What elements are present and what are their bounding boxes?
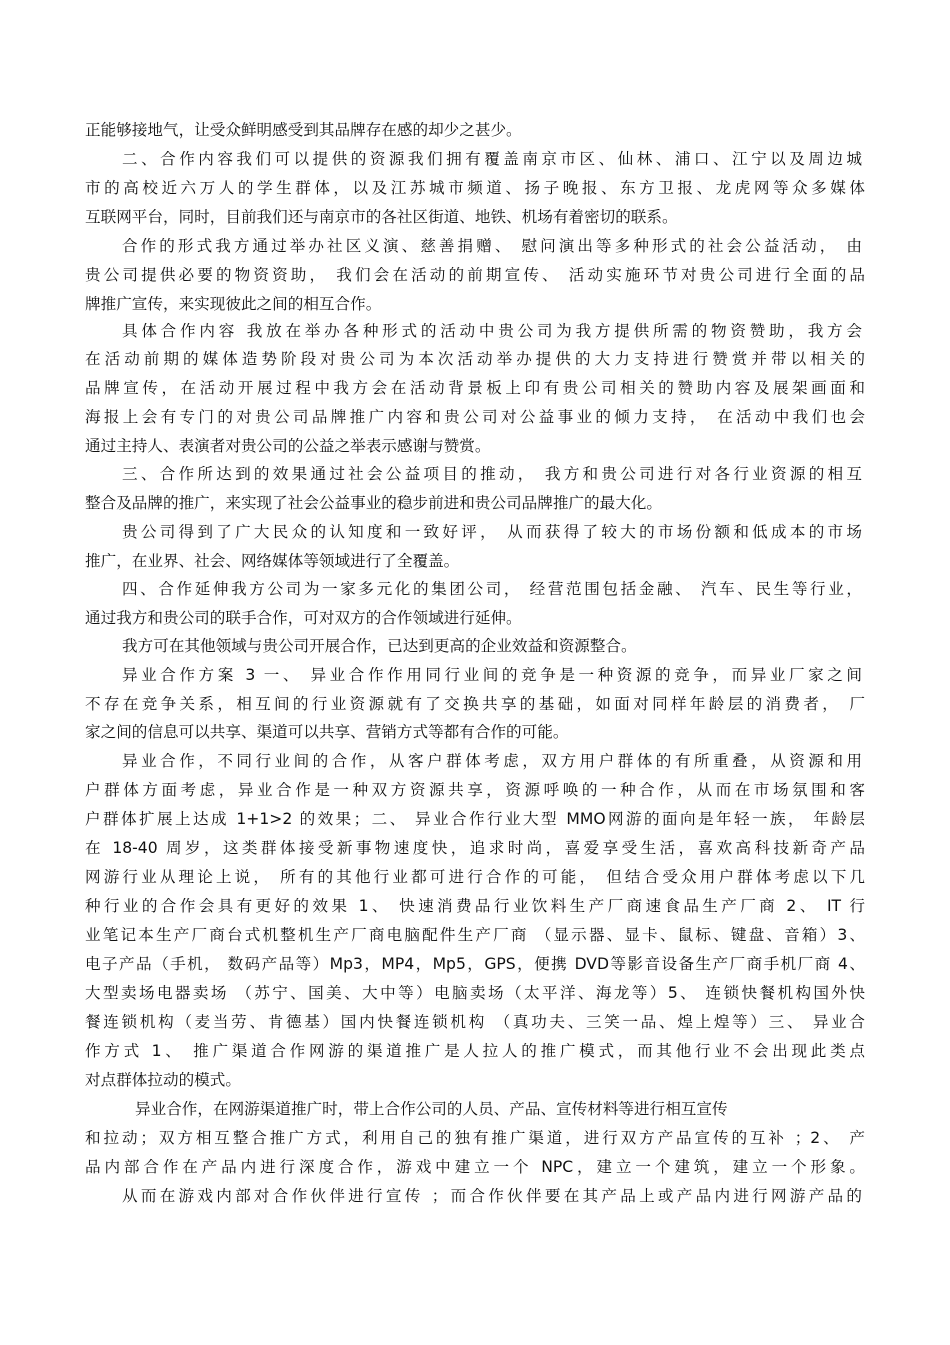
text-line: 作方式 1、 推广渠道合作网游的渠道推广是人拉人的推广模式，而其他行业不会出现此类点 [85, 1042, 865, 1060]
text-line: 通过主持人、表演者对贵公司的公益之举表示感谢与赞赏。 [85, 437, 491, 455]
text-line: 业笔记本生产厂商台式机整机生产厂商电脑配件生产厂商 （显示器、显卡、鼠标、键盘、音箱）3、 [85, 926, 865, 944]
text-line: 品内部合作在产品内进行深度合作，游戏中建立一个 NPC，建立一个建筑，建立一个形象。 [85, 1158, 865, 1176]
text-line: 户群体扩展上达成 1+1>2 的效果；二、 异业合作行业大型 MMO网游的面向是年轻一族， 年龄层 [85, 810, 865, 828]
text-line: 牌推广宣传，来实现彼此之间的相互合作。 [85, 295, 382, 313]
text-line: 具体合作内容 我放在举办各种形式的活动中贵公司为我方提供所需的物资赞助，我方会 [122, 322, 862, 340]
text-line: 不存在竞争关系，相互间的行业资源就有了交换共享的基础，如面对同样年龄层的消费者， 厂 [85, 695, 865, 713]
text-line: 四、合作延伸我方公司为一家多元化的集团公司， 经营范围包括金融、 汽车、民生等行业， [122, 580, 862, 598]
text-line: 合作的形式我方通过举办社区义演、慈善捐赠、 慰问演出等多种形式的社会公益活动， 由 [122, 237, 862, 255]
text-line: 我方可在其他领域与贵公司开展合作，已达到更高的企业效益和资源整合。 [122, 637, 637, 655]
text-line: 对点群体拉动的模式。 [85, 1071, 241, 1089]
text-line: 异业合作，在网游渠道推广时，带上合作公司的人员、产品、宣传材料等进行相互宣传 [135, 1100, 728, 1118]
text-line: 通过我方和贵公司的联手合作，可对双方的合作领域进行延伸。 [85, 609, 522, 627]
text-line: 异业合作方案 3 一、 异业合作作用同行业间的竞争是一种资源的竞争，而异业厂家之间 [122, 666, 862, 684]
text-line: 大型卖场电器卖场 （苏宁、国美、大中等）电脑卖场（太平洋、海龙等）5、 连锁快餐机构国外快 [85, 984, 865, 1002]
text-line: 互联网平台，同时，目前我们还与南京市的各社区街道、地铁、机场有着密切的联系。 [85, 208, 678, 226]
text-line: 三、合作所达到的效果通过社会公益项目的推动， 我方和贵公司进行对各行业资源的相互 [122, 465, 862, 483]
text-line: 市的高校近六万人的学生群体，以及江苏城市频道、扬子晚报、东方卫报、龙虎网等众多媒体 [85, 179, 865, 197]
text-line: 餐连锁机构（麦当劳、肯德基）国内快餐连锁机构 （真功夫、三笑一品、煌上煌等）三、 异业合 [85, 1013, 865, 1031]
text-line: 和拉动；双方相互整合推广方式，利用自己的独有推广渠道，进行双方产品宣传的互补 ；2、 产 [85, 1129, 865, 1147]
text-line: 网游行业从理论上说， 所有的其他行业都可进行合作的可能， 但结合受众用户群体考虑以下几 [85, 868, 865, 886]
text-line: 在活动前期的媒体造势阶段对贵公司为本次活动举办提供的大力支持进行赞赏并带以相关的 [85, 350, 865, 368]
text-line: 整合及品牌的推广，来实现了社会公益事业的稳步前进和贵公司品牌推广的最大化。 [85, 494, 662, 512]
text-line: 正能够接地气，让受众鲜明感受到其品牌存在感的却少之甚少。 [85, 121, 522, 139]
text-line: 电子产品（手机， 数码产品等）Mp3，MP4，Mp5，GPS，便携 DVD等影音设备生产厂商手机厂商 4、 [85, 955, 865, 973]
text-line: 异业合作，不同行业间的合作，从客户群体考虑，双方用户群体的有所重叠，从资源和用 [122, 752, 862, 770]
text-line: 二、合作内容我们可以提供的资源我们拥有覆盖南京市区、仙林、浦口、江宁以及周边城 [122, 150, 862, 168]
text-line: 户群体方面考虑，异业合作是一种双方资源共享，资源呼唤的一种合作，从而在市场氛围和客 [85, 781, 865, 799]
text-line: 海报上会有专门的对贵公司品牌推广内容和贵公司对公益事业的倾力支持， 在活动中我们也会 [85, 408, 865, 426]
text-line: 贵公司提供必要的物资资助， 我们会在活动的前期宣传、 活动实施环节对贵公司进行全面的品 [85, 266, 865, 284]
text-line: 从而在游戏内部对合作伙伴进行宣传 ；而合作伙伴要在其产品上或产品内进行网游产品的 [122, 1187, 862, 1205]
text-line: 推广，在业界、社会、网络媒体等领域进行了全覆盖。 [85, 552, 460, 570]
text-line: 家之间的信息可以共享、渠道可以共享、营销方式等都有合作的可能。 [85, 723, 569, 741]
text-line: 种行业的合作会具有更好的效果 1、 快速消费品行业饮料生产厂商速食品生产厂商 2、 IT 行 [85, 897, 865, 915]
text-line: 贵公司得到了广大民众的认知度和一致好评， 从而获得了较大的市场份额和低成本的市场 [122, 523, 862, 541]
text-line: 在 18-40 周岁，这类群体接受新事物速度快，追求时尚，喜爱享受生活，喜欢高科技新奇产品 [85, 839, 865, 857]
text-line: 品牌宣传，在活动开展过程中我方会在活动背景板上印有贵公司相关的赞助内容及展架画面和 [85, 379, 865, 397]
